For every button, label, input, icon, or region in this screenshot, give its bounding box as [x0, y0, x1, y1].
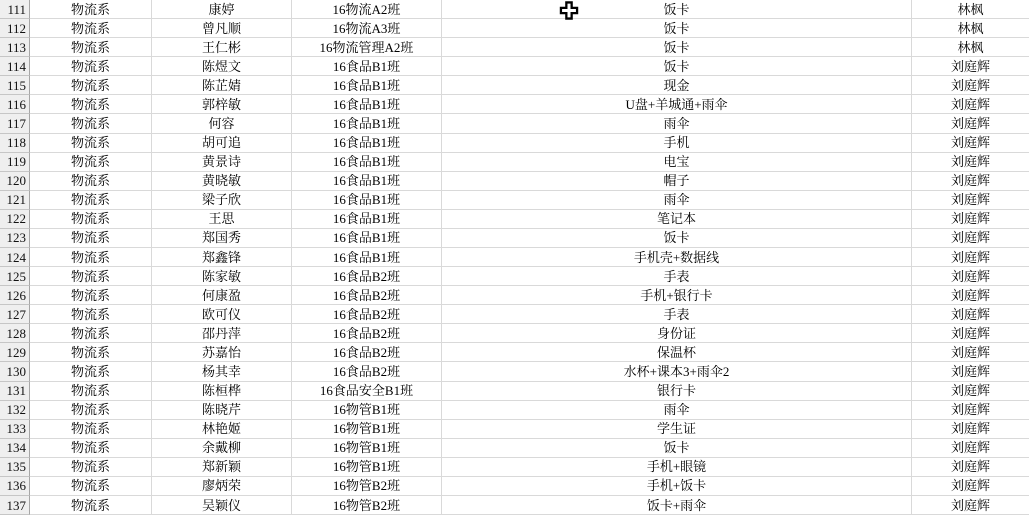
row-header-125[interactable]: 125 [0, 267, 30, 286]
row-header-122[interactable]: 122 [0, 210, 30, 229]
row-header-120[interactable]: 120 [0, 172, 30, 191]
cell-class-name[interactable]: 16食品B2班 [292, 362, 442, 381]
cell-student-name[interactable]: 胡可追 [152, 134, 292, 153]
row-header-121[interactable]: 121 [0, 191, 30, 210]
cell-student-name[interactable]: 郑鑫锋 [152, 248, 292, 267]
cell-student-name[interactable]: 何康盈 [152, 286, 292, 305]
table-row [0, 362, 1029, 381]
table-row [0, 382, 1029, 401]
cell-department[interactable]: 物流系 [30, 172, 152, 191]
cell-handler-name[interactable]: 林枫 [912, 19, 1029, 38]
table-row [0, 496, 1029, 515]
cell-department[interactable]: 物流系 [30, 95, 152, 114]
cell-department[interactable]: 物流系 [30, 439, 152, 458]
cell-lost-items[interactable]: 手表 [442, 305, 912, 324]
cell-student-name[interactable]: 杨其幸 [152, 362, 292, 381]
cell-student-name[interactable]: 郑国秀 [152, 229, 292, 248]
table-row [0, 114, 1029, 133]
cell-department[interactable]: 物流系 [30, 496, 152, 515]
cell-handler-name[interactable]: 林枫 [912, 38, 1029, 57]
cell-department[interactable]: 物流系 [30, 0, 152, 19]
cell-lost-items[interactable]: 饭卡 [442, 229, 912, 248]
cell-lost-items[interactable]: 学生证 [442, 420, 912, 439]
cell-student-name[interactable]: 曾凡顺 [152, 19, 292, 38]
table-row [0, 172, 1029, 191]
row-header-130[interactable]: 130 [0, 362, 30, 381]
cell-handler-name[interactable]: 刘庭辉 [912, 172, 1029, 191]
table-row [0, 210, 1029, 229]
cell-lost-items[interactable]: 笔记本 [442, 210, 912, 229]
cell-class-name[interactable]: 16食品B1班 [292, 229, 442, 248]
table-row [0, 248, 1029, 267]
cell-class-name[interactable]: 16物流A2班 [292, 0, 442, 19]
cell-student-name[interactable]: 梁子欣 [152, 191, 292, 210]
row-header-123[interactable]: 123 [0, 229, 30, 248]
cell-student-name[interactable]: 邵丹萍 [152, 324, 292, 343]
row-header-124[interactable]: 124 [0, 248, 30, 267]
cell-handler-name[interactable]: 刘庭辉 [912, 496, 1029, 515]
cell-handler-name[interactable]: 刘庭辉 [912, 229, 1029, 248]
cell-handler-name[interactable]: 刘庭辉 [912, 248, 1029, 267]
cell-handler-name[interactable]: 刘庭辉 [912, 95, 1029, 114]
cell-department[interactable]: 物流系 [30, 229, 152, 248]
cell-lost-items[interactable]: 雨伞 [442, 401, 912, 420]
cell-class-name[interactable]: 16食品B2班 [292, 343, 442, 362]
cell-lost-items[interactable]: 饭卡 [442, 57, 912, 76]
cell-class-name[interactable]: 16食品B1班 [292, 114, 442, 133]
cell-department[interactable]: 物流系 [30, 114, 152, 133]
cell-handler-name[interactable]: 刘庭辉 [912, 57, 1029, 76]
cell-handler-name[interactable]: 刘庭辉 [912, 153, 1029, 172]
cell-handler-name[interactable]: 刘庭辉 [912, 305, 1029, 324]
table-row [0, 0, 1029, 19]
cell-student-name[interactable]: 林艳姬 [152, 420, 292, 439]
row-header-116[interactable]: 116 [0, 95, 30, 114]
row-header-133[interactable]: 133 [0, 420, 30, 439]
cell-lost-items[interactable]: 电宝 [442, 153, 912, 172]
cell-class-name[interactable]: 16食品安全B1班 [292, 382, 442, 401]
cell-department[interactable]: 物流系 [30, 248, 152, 267]
row-header-112[interactable]: 112 [0, 19, 30, 38]
table-row [0, 401, 1029, 420]
cell-lost-items[interactable]: 饭卡+雨伞 [442, 496, 912, 515]
cell-department[interactable]: 物流系 [30, 382, 152, 401]
row-header-131[interactable]: 131 [0, 382, 30, 401]
cell-lost-items[interactable]: 现金 [442, 76, 912, 95]
cell-class-name[interactable]: 16物管B1班 [292, 420, 442, 439]
row-header-127[interactable]: 127 [0, 305, 30, 324]
cell-lost-items[interactable]: 饭卡 [442, 439, 912, 458]
cell-class-name[interactable]: 16食品B2班 [292, 286, 442, 305]
cell-department[interactable]: 物流系 [30, 324, 152, 343]
cell-student-name[interactable]: 康婷 [152, 0, 292, 19]
cell-department[interactable]: 物流系 [30, 134, 152, 153]
cell-student-name[interactable]: 苏嘉怡 [152, 343, 292, 362]
row-header-128[interactable]: 128 [0, 324, 30, 343]
row-header-134[interactable]: 134 [0, 439, 30, 458]
row-header-135[interactable]: 135 [0, 458, 30, 477]
table-row [0, 95, 1029, 114]
cell-student-name[interactable]: 吴颖仪 [152, 496, 292, 515]
cell-lost-items[interactable]: 饭卡 [442, 0, 912, 19]
cell-lost-items[interactable]: 手机+眼镜 [442, 458, 912, 477]
cell-class-name[interactable]: 16食品B2班 [292, 267, 442, 286]
cell-lost-items[interactable]: 手表 [442, 267, 912, 286]
table-row [0, 439, 1029, 458]
table-row [0, 57, 1029, 76]
cell-handler-name[interactable]: 刘庭辉 [912, 134, 1029, 153]
cell-student-name[interactable]: 郭梓敏 [152, 95, 292, 114]
cell-handler-name[interactable]: 刘庭辉 [912, 401, 1029, 420]
cell-student-name[interactable]: 陈家敏 [152, 267, 292, 286]
cell-handler-name[interactable]: 刘庭辉 [912, 382, 1029, 401]
cell-department[interactable]: 物流系 [30, 420, 152, 439]
cell-class-name[interactable]: 16物流A3班 [292, 19, 442, 38]
cell-lost-items[interactable]: 银行卡 [442, 382, 912, 401]
cell-lost-items[interactable]: 手机壳+数据线 [442, 248, 912, 267]
cell-handler-name[interactable]: 林枫 [912, 0, 1029, 19]
cell-student-name[interactable]: 陈芷婧 [152, 76, 292, 95]
cell-handler-name[interactable]: 刘庭辉 [912, 343, 1029, 362]
cell-department[interactable]: 物流系 [30, 38, 152, 57]
table-row [0, 305, 1029, 324]
cell-class-name[interactable]: 16食品B2班 [292, 324, 442, 343]
cell-student-name[interactable]: 黄晓敏 [152, 172, 292, 191]
table-row [0, 153, 1029, 172]
table-row [0, 458, 1029, 477]
row-header-118[interactable]: 118 [0, 134, 30, 153]
cell-handler-name[interactable]: 刘庭辉 [912, 191, 1029, 210]
cell-student-name[interactable]: 黄景诗 [152, 153, 292, 172]
table-row [0, 38, 1029, 57]
table-row [0, 477, 1029, 496]
cell-student-name[interactable]: 欧可仪 [152, 305, 292, 324]
cell-handler-name[interactable]: 刘庭辉 [912, 477, 1029, 496]
cell-handler-name[interactable]: 刘庭辉 [912, 76, 1029, 95]
cell-student-name[interactable]: 余戴柳 [152, 439, 292, 458]
cell-class-name[interactable]: 16食品B1班 [292, 248, 442, 267]
cell-lost-items[interactable]: 身份证 [442, 324, 912, 343]
row-header-117[interactable]: 117 [0, 114, 30, 133]
cell-department[interactable]: 物流系 [30, 267, 152, 286]
cell-student-name[interactable]: 陈煜文 [152, 57, 292, 76]
table-row [0, 420, 1029, 439]
cell-department[interactable]: 物流系 [30, 153, 152, 172]
cell-lost-items[interactable]: 手机+银行卡 [442, 286, 912, 305]
cell-class-name[interactable]: 16食品B1班 [292, 57, 442, 76]
cell-class-name[interactable]: 16食品B1班 [292, 153, 442, 172]
cell-class-name[interactable]: 16物管B2班 [292, 477, 442, 496]
cell-class-name[interactable]: 16物流管理A2班 [292, 38, 442, 57]
cell-department[interactable]: 物流系 [30, 191, 152, 210]
row-header-132[interactable]: 132 [0, 401, 30, 420]
cell-lost-items[interactable]: U盘+羊城通+雨伞 [442, 95, 912, 114]
cell-department[interactable]: 物流系 [30, 76, 152, 95]
cell-class-name[interactable]: 16食品B1班 [292, 172, 442, 191]
cell-class-name[interactable]: 16物管B1班 [292, 439, 442, 458]
cell-handler-name[interactable]: 刘庭辉 [912, 210, 1029, 229]
table-row [0, 191, 1029, 210]
cell-class-name[interactable]: 16食品B1班 [292, 76, 442, 95]
cell-department[interactable]: 物流系 [30, 286, 152, 305]
table-row [0, 134, 1029, 153]
cell-lost-items[interactable]: 保温杯 [442, 343, 912, 362]
table-row [0, 19, 1029, 38]
cell-handler-name[interactable]: 刘庭辉 [912, 458, 1029, 477]
table-row [0, 324, 1029, 343]
cell-department[interactable]: 物流系 [30, 401, 152, 420]
table-row [0, 286, 1029, 305]
table-row [0, 343, 1029, 362]
row-header-126[interactable]: 126 [0, 286, 30, 305]
cell-class-name[interactable]: 16物管B2班 [292, 496, 442, 515]
table-row [0, 76, 1029, 95]
cell-class-name[interactable]: 16食品B1班 [292, 95, 442, 114]
cell-department[interactable]: 物流系 [30, 19, 152, 38]
row-header-115[interactable]: 115 [0, 76, 30, 95]
row-header-111[interactable]: 111 [0, 0, 30, 19]
row-header-114[interactable]: 114 [0, 57, 30, 76]
cell-department[interactable]: 物流系 [30, 477, 152, 496]
cell-department[interactable]: 物流系 [30, 57, 152, 76]
cell-handler-name[interactable]: 刘庭辉 [912, 439, 1029, 458]
cell-class-name[interactable]: 16食品B1班 [292, 191, 442, 210]
row-header-137[interactable]: 137 [0, 496, 30, 515]
cell-lost-items[interactable]: 手机 [442, 134, 912, 153]
cell-lost-items[interactable]: 帽子 [442, 172, 912, 191]
cell-handler-name[interactable]: 刘庭辉 [912, 324, 1029, 343]
cell-student-name[interactable]: 何容 [152, 114, 292, 133]
cell-department[interactable]: 物流系 [30, 210, 152, 229]
cell-handler-name[interactable]: 刘庭辉 [912, 114, 1029, 133]
cell-lost-items[interactable]: 手机+饭卡 [442, 477, 912, 496]
cell-handler-name[interactable]: 刘庭辉 [912, 362, 1029, 381]
cell-student-name[interactable]: 王思 [152, 210, 292, 229]
row-header-119[interactable]: 119 [0, 153, 30, 172]
cell-lost-items[interactable]: 饭卡 [442, 19, 912, 38]
cell-student-name[interactable]: 陈晓芹 [152, 401, 292, 420]
cell-department[interactable]: 物流系 [30, 362, 152, 381]
cell-student-name[interactable]: 郑新颖 [152, 458, 292, 477]
cell-lost-items[interactable]: 雨伞 [442, 114, 912, 133]
cell-handler-name[interactable]: 刘庭辉 [912, 420, 1029, 439]
cell-lost-items[interactable]: 雨伞 [442, 191, 912, 210]
cell-class-name[interactable]: 16食品B1班 [292, 210, 442, 229]
cell-class-name[interactable]: 16食品B2班 [292, 305, 442, 324]
cell-student-name[interactable]: 陈桓桦 [152, 382, 292, 401]
cell-department[interactable]: 物流系 [30, 458, 152, 477]
cell-class-name[interactable]: 16物管B1班 [292, 458, 442, 477]
cell-student-name[interactable]: 廖炳荣 [152, 477, 292, 496]
table-row [0, 229, 1029, 248]
cell-lost-items[interactable]: 水杯+课本3+雨伞2 [442, 362, 912, 381]
row-header-113[interactable]: 113 [0, 38, 30, 57]
row-header-129[interactable]: 129 [0, 343, 30, 362]
cell-class-name[interactable]: 16物管B1班 [292, 401, 442, 420]
cell-class-name[interactable]: 16食品B1班 [292, 134, 442, 153]
cell-handler-name[interactable]: 刘庭辉 [912, 267, 1029, 286]
cell-department[interactable]: 物流系 [30, 305, 152, 324]
cell-department[interactable]: 物流系 [30, 343, 152, 362]
cell-handler-name[interactable]: 刘庭辉 [912, 286, 1029, 305]
row-header-136[interactable]: 136 [0, 477, 30, 496]
cell-student-name[interactable]: 王仁彬 [152, 38, 292, 57]
cell-lost-items[interactable]: 饭卡 [442, 38, 912, 57]
table-row [0, 267, 1029, 286]
